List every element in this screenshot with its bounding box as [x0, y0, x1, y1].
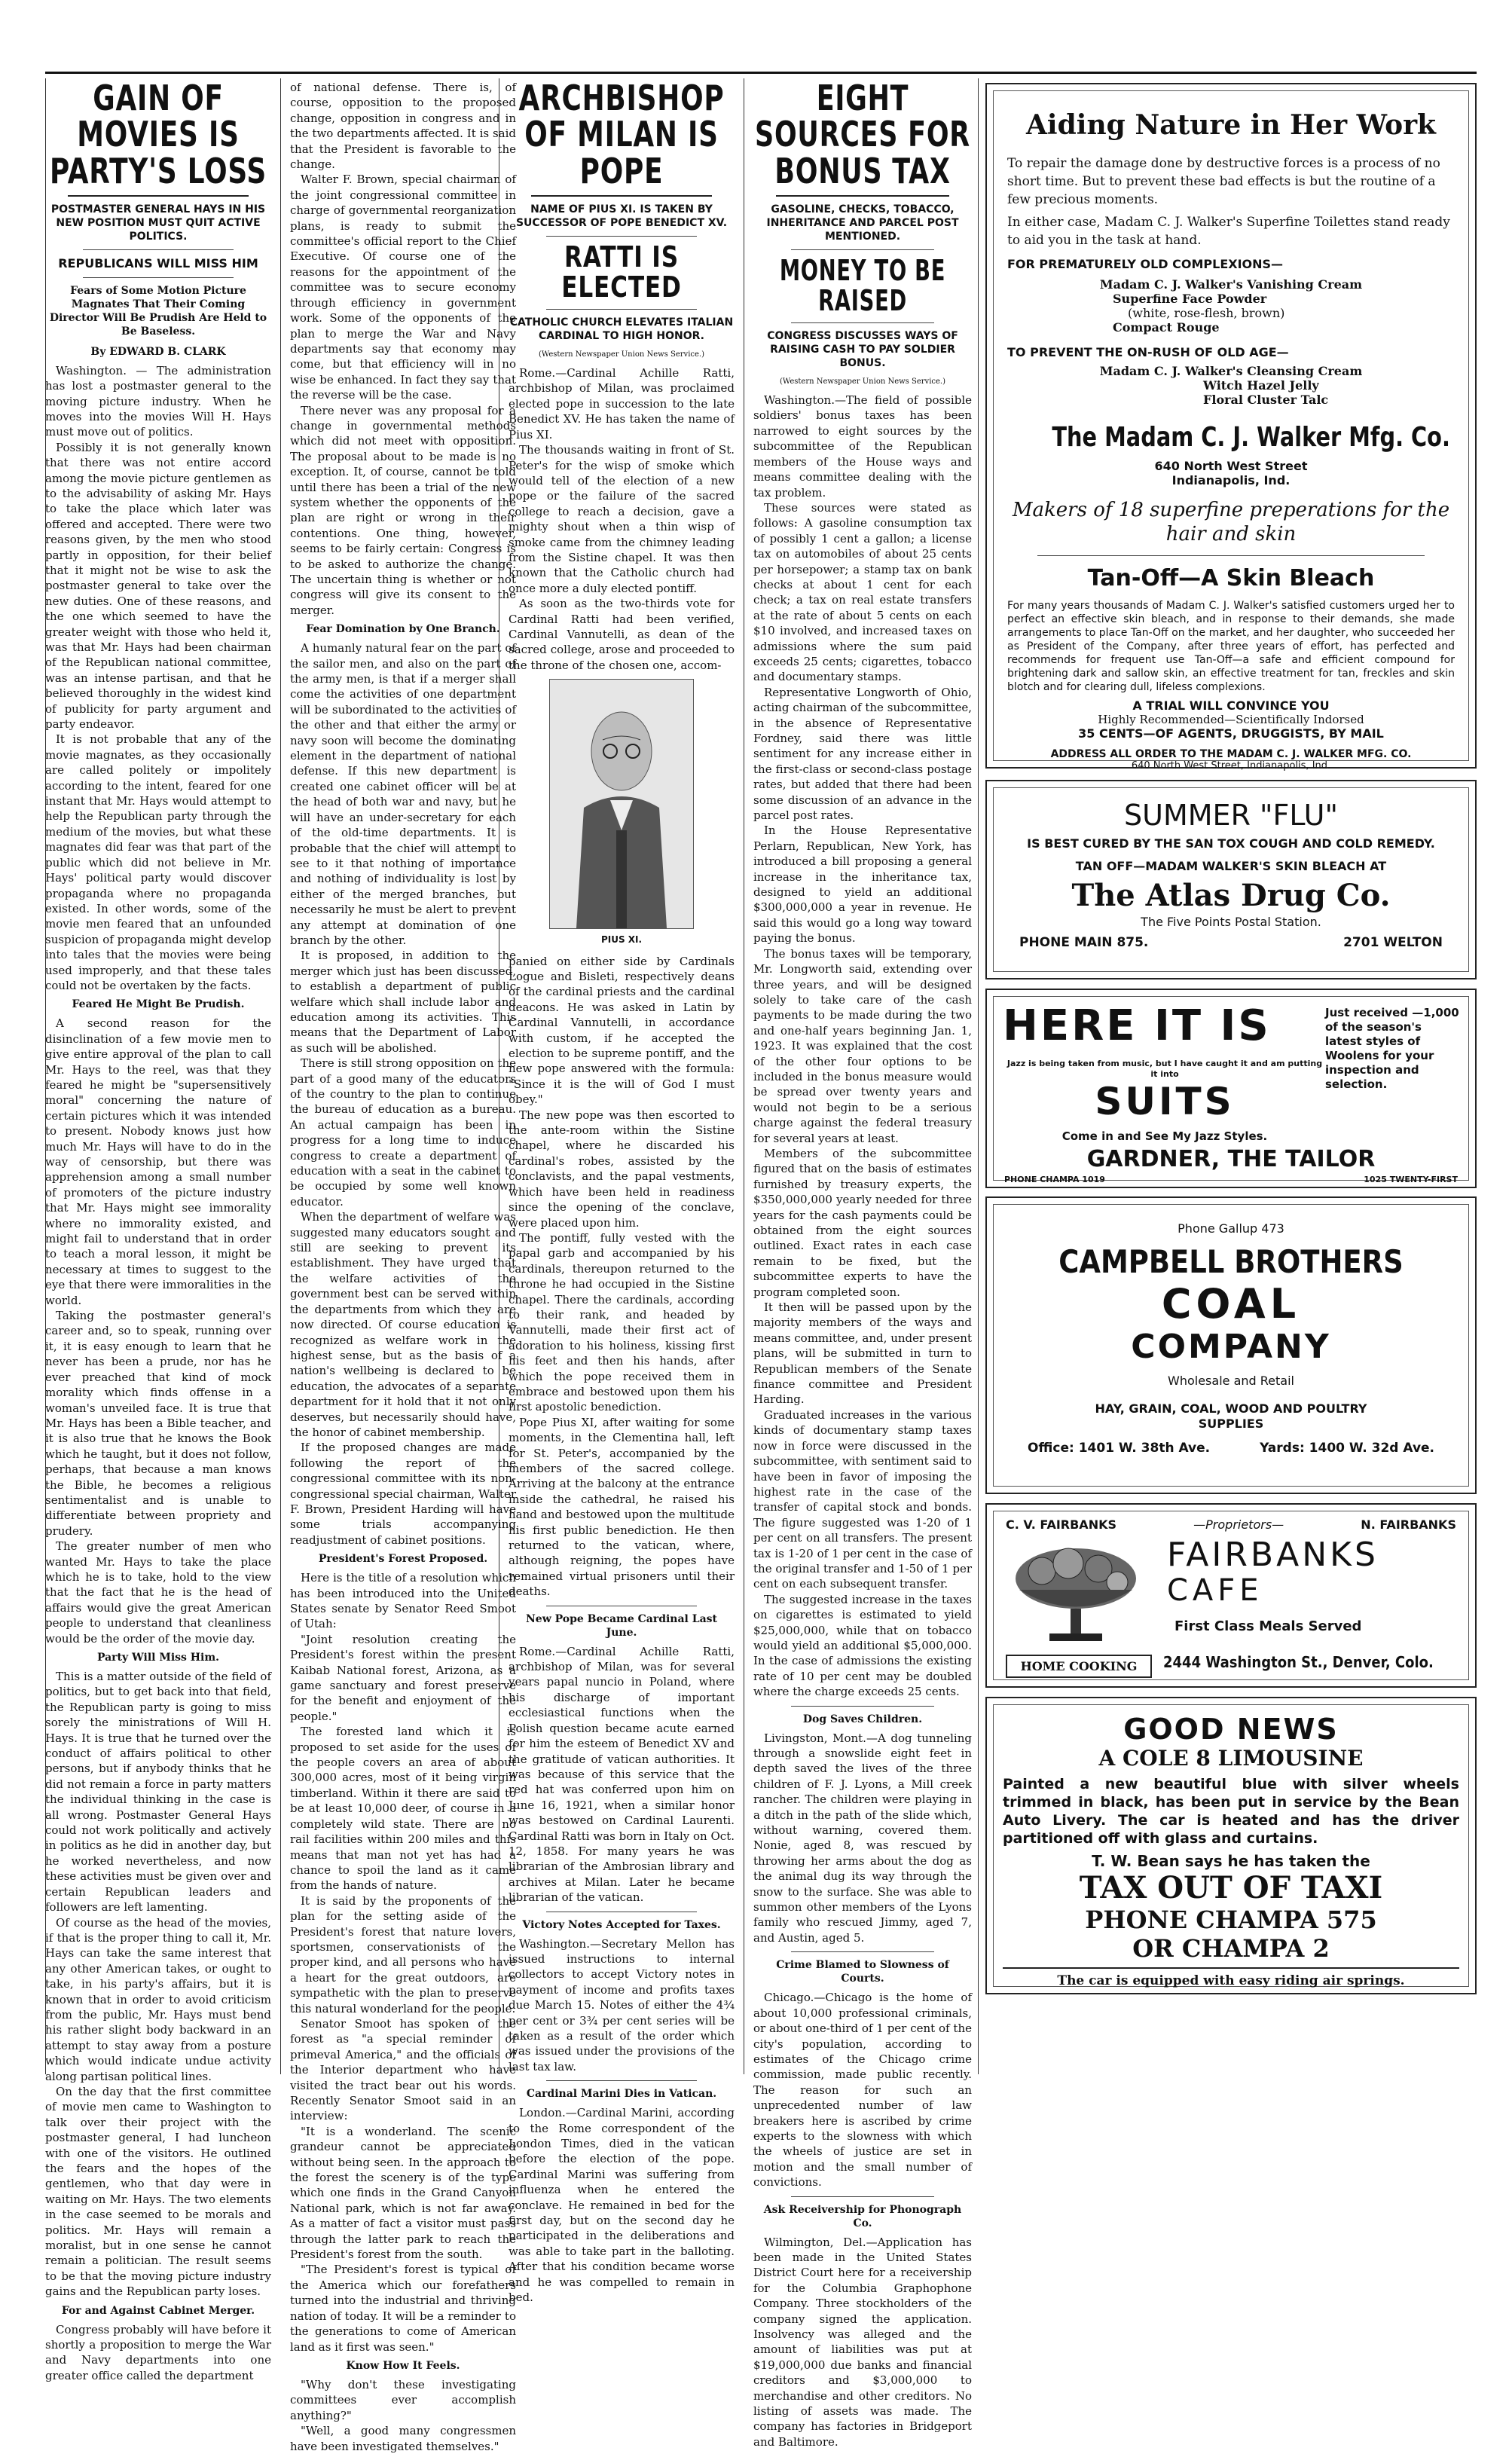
ad-campbell-yards: Yards: 1400 W. 32d Ave. — [1260, 1441, 1435, 1456]
subhead: Cardinal Marini Dies in Vatican. — [526, 2088, 717, 2101]
paragraph: This is a matter outside of the field of politics, but to get back into that field, the Republican party is going to miss sorely the ministrations of Will H. Hays. It is true that he turned over the conduct of affairs political to other persons, but if anybody thinks that he did not remain a force in party matters the individual thinking in the case is all wrong. Postmaster General Hays could not work politically and actively in politics as he did in another day, but he worked nevertheless, and now these activities must be given over and certain Republican leaders and followers are left lamenting. — [45, 1670, 271, 1915]
headline-pope: ARCHBISHOP OF MILAN IS POPE — [518, 78, 725, 191]
ad-walker-tanoff: Tan-Off—A Skin Bleach — [1087, 565, 1375, 591]
paragraph: Members of the subcommittee figured that on the basis of estimates furnished by treasury experts, the $350,000,000 yearly needed for three years for the cash payments could be obtained from the eight sources outlined. Exact rates in each case remain to be fixed, but the subcommittee experts to have the program completed soon. — [753, 1146, 972, 1299]
subhead: Feared He Might Be Prudish. — [72, 998, 245, 1011]
ad-taxi-phone: OR CHAMPA 2 — [1132, 1934, 1330, 1963]
ad-walker-intro: To repair the damage done by destructive forces is a process of no short time. But to prevent these bad effects is but the routine of a few precious moments. — [1007, 156, 1440, 207]
ad-gardner-jazz: Jazz is being taken from music, but I have caught it and am putting it into — [1006, 1059, 1323, 1079]
divider — [776, 195, 949, 197]
subhead: Know How It Feels. — [346, 2359, 460, 2372]
wire-credit: (Western Newspaper Union News Service.) — [539, 350, 704, 359]
paragraph: A humanly natural fear on the part of the sailor men, and also on the part of the army men, is that if a merger shall come the activities of one department will be subordinated to the activities of the other and that either the army or navy soon will become the dominating element in the department of national defense. If this new department is created one cabinet officer will be at the head of both war and navy, but he will have an under-secretary for each of the old-time departments. It is probable that the chief will attempt to see to it that nothing of importance and nothing of individuality is lost by either of the merged branches, but necessarily he must be alert to prevent any attempt at domination of one branch by the other. — [290, 641, 516, 947]
ad-atlas-phone: PHONE MAIN 875. — [1019, 935, 1149, 950]
ad-walker-company: The Madam C. J. Walker Mfg. Co. — [1052, 422, 1450, 453]
column-rule — [45, 78, 46, 2074]
ad-fairbanks-label: —Proprietors— — [1193, 1517, 1284, 1532]
ad-walker-h1: FOR PREMATURELY OLD COMPLEXIONS— — [1007, 257, 1284, 271]
fruit-bowl-illustration — [1004, 1537, 1147, 1650]
ad-gardner-side: Just received —1,000 of the season's latest styles of Woolens for your inspection and selection. — [1325, 1006, 1459, 1091]
ad-walker-line: Madam C. J. Walker's Vanishing Cream — [1099, 277, 1363, 292]
ad-walker-line: Floral Cluster Talc — [1203, 393, 1329, 407]
ad-atlas-footer — [1019, 935, 1443, 950]
ad-walker-line: Compact Rouge — [1113, 320, 1220, 335]
divider — [83, 249, 234, 250]
paragraph: "It is a wonderland. The scenic grandeur cannot be appreciated without being seen. In the approach to the forest the scenery is of the type which one finds in the Grand Canyon National park, which is not far away. As a matter of fact a visitor must pass through the latter park to reach the President's forest from the south. — [290, 2124, 516, 2262]
paragraph: The new pope was then escorted to the ante-room within the Sistine chapel, where he discarded his cardinal's robes, assisted by the conclavists, and the papal vestments, which have been held in readiness since the opening of the conclave, were placed upon him. — [509, 1108, 735, 1230]
subhead: Party Will Miss Him. — [96, 1652, 220, 1664]
paragraph: Washington.—The field of possible soldiers' bonus taxes has been narrowed to eight sources by the subcommittee of the Republican members of the House ways and means committee dealing with the tax problem. — [753, 393, 972, 500]
paragraph: These sources were stated as follows: A gasoline consumption tax of possibly 1 cent a gallon; a license tax on automobiles of about 25 cents per horsepower; a stamp tax on bank checks at about 1 cent for each check; a tax on real estate transfers at the rate of about 5 cents on each $10 involved, and increased taxes on admissions where the sum paid exceeds 25 cents; cigarettes, tobacco and documentary stamps. — [753, 500, 972, 684]
ad-walker-order2: 640 North West Street, Indianapolis, Ind. — [1131, 760, 1331, 772]
column-pope — [509, 78, 735, 2305]
paragraph: "Well, a good many congressmen have been investigated themselves." — [290, 2424, 516, 2453]
paragraph: A second reason for the disinclination of a few movie men to give entire approval of the plan to call Mr. Hays to the reel, was that they feared he might be "supersensitively moral" concerning the nature of certain pictures which it was intended to present. Nobody knows just how much Mr. Hays will have to do in the way of censorship, but there was apprehension among a small number of promoters of the picture industry that Mr. Hays might see immorality where no immorality existed, and might fail to understand that in order to teach a moral lesson, it might be necessary at times to suggest to the eye that there were immoralities in the world. — [45, 1016, 271, 1307]
paragraph: Senator Smoot has spoken of the forest as "a special reminder of primeval America," and the officials of the Interior department who have visited the tract bear out his words. Recently Senator Smoot said in an interview: — [290, 2016, 516, 2123]
divider — [791, 249, 934, 250]
headline-bonus: EIGHT SOURCES FOR BONUS TAX — [755, 78, 970, 191]
ad-gardner-name: GARDNER, THE TAILOR — [1086, 1146, 1376, 1172]
wire-credit: (Western Newspaper Union News Service.) — [780, 377, 945, 386]
subhead: Crime Blamed to Slowness of Courts. — [776, 1959, 949, 1985]
paragraph: It then will be passed upon by the majority members of the ways and means committee, and, under present plans, will be submitted in turn to Republican members of the Senate finance committee and President Harding. — [753, 1300, 972, 1407]
ad-campbell-wholesale: Wholesale and Retail — [1168, 1374, 1294, 1388]
ad-walker-rec: Highly Recommended—Scientifically Indorsed — [1098, 713, 1364, 726]
ad-campbell-office: Office: 1401 W. 38th Ave. — [1027, 1441, 1211, 1456]
ad-walker — [985, 83, 1477, 772]
paragraph: It is not probable that any of the movie magnates, as they occasionally are called politely or impolitely according to the intent, feared for one instant that Mr. Hays would attempt to help the Republican party through the medium of the movies, but what these magnates did fear was that part of the public which did not believe in Mr. Hays' political party would discover propaganda where no propaganda existed. In other words, some of the movie men feared that an unfounded suspicion of propaganda might develop into tales that the movies were being used improperly, and that these tales could not be overtaken by the facts. — [45, 732, 271, 992]
ad-walker-line: (white, rose-flesh, brown) — [1128, 306, 1285, 320]
subdeck-movies: Fears of Some Motion Picture Magnates That Their Coming Director Will Be Prudish Are Held to Be Baseless. — [49, 285, 267, 338]
headline-ratti: RATTI IS ELECTED — [561, 240, 682, 304]
paragraph: Chicago.—Chicago is the home of about 10,000 professional criminals, or about one-third of 1 per cent of the city's population, according to estimates of the Chicago crime commission, made public recently. The reason for such an unprecedented number of law breakers here is ascribed by crime experts to the slowness with which the wheels of justice are set in motion and the small number of convictions. — [753, 1991, 972, 2190]
ad-campbell-footer — [1003, 1441, 1459, 1456]
paragraph: Possibly it is not generally known that there was not entire accord among the movie picture gentlemen as to the advisability of asking Mr. Hays to take the place which later was offered and accepted. There were two reasons given, by the men who stood partly in opposition, for their belief that it might not be wise to ask the postmaster general to take over the new duties. One of these reasons, and the one which seemed to have the greater weight with those who held it, was that Mr. Hays had been chairman of the Republican national committee, was an intense partisan, and that he believed thoroughly in the widest kind of publicity for party argument and party endeavor. — [45, 440, 271, 732]
ad-taxi-title: GOOD NEWS — [1123, 1713, 1339, 1746]
ad-atlas-sub: The Five Points Postal Station. — [1141, 915, 1321, 929]
column-rule — [978, 78, 979, 2074]
paragraph: Here is the title of a resolution which has been introduced into the United States senate by Senator Reed Smoot of Utah: — [290, 1571, 516, 1631]
byline: By EDWARD B. CLARK — [90, 346, 226, 359]
ad-campbell-coal — [985, 1196, 1477, 1494]
paragraph: If the proposed changes are made following the report of the congressional committee with its non-congressional special chairman, Walter F. Brown, President Harding will have some trials accompanying readjustment of cabinet positions. — [290, 1441, 516, 1547]
ad-walker-price: 35 CENTS—OF AGENTS, DRUGGISTS, BY MAIL — [1078, 726, 1384, 741]
ad-gardner-tailor — [985, 989, 1477, 1188]
ad-gardner-address: 1025 TWENTY-FIRST — [1364, 1175, 1458, 1184]
ad-taxi-phone: PHONE CHAMPA 575 — [1085, 1905, 1377, 1934]
ad-fairbanks-home-cooking: HOME COOKING — [1006, 1655, 1152, 1678]
deck-bonus: GASOLINE, CHECKS, TOBACCO, INHERITANCE AND PARCEL POST MENTIONED. — [766, 203, 959, 243]
paragraph: When the department of welfare was suggested many educators sought and still are seeking to prevent its establishment. They have urged that the welfare activities of the government best can be served within the departments from which they are now directed. Of course education is recognized as welfare work in the highest sense, but as the basis of a nation's wellbeing is declared to be education, the advocates of a separate department for it hold that it not only deserves, but necessarily should have, the honor of cabinet membership. — [290, 1210, 516, 1439]
paragraph: On the day that the first committee of movie men came to Washington to talk over their project with the postmaster general, I had luncheon with one of the visitors. He outlined the fears and the hopes of the gentlemen, who that day were in waiting on Mr. Hays. The two elements in the case seemed to be morals and politics. Mr. Hays will remain a moralist, but in one sense he cannot remain a politician. The result seems to be that the moving picture industry gains and the Republican party loses. — [45, 2084, 271, 2299]
divider — [546, 236, 697, 237]
divider — [791, 322, 934, 323]
paragraph: Pope Pius XI, after waiting for some moments, in the Clementina hall, left for St. Peter's, accompanied by the members of the sacred college. Arriving at the balcony at the entrance inside the cathedral, he raised his hand and bestowed upon the multitude his first public benediction. He then returned to the vatican, where, although reigning, the popes have remained virtual prisoners until their deaths. — [509, 1415, 735, 1599]
ad-fairbanks-name2: CAFE — [1167, 1573, 1263, 1608]
ad-gardner-suits: SUITS — [1095, 1080, 1235, 1123]
divider — [546, 2080, 697, 2081]
column-bonus-tax — [753, 78, 972, 2449]
paragraph: Representative Longworth of Ohio, acting chairman of the subcommittee, in the absence of Representative Fordney, said there was little sentiment for any increase either in the first-class or second-class postage rates, but added that there had been some discussion of an advance in the parcel post rates. — [753, 685, 972, 823]
paragraph: "Why don't these investigating committees ever accomplish anything?" — [290, 2377, 516, 2422]
subhead: President's Forest Proposed. — [318, 1553, 488, 1566]
paragraph: Congress probably will have before it shortly a proposition to merge the War and Navy departments into one greater office called the department — [45, 2322, 271, 2382]
paragraph: Rome.—Cardinal Achille Ratti, archbishop of Milan, was for several years papal nuncio in Poland, where his discharge of important ecclesiastical functions when the Polish question became acute earned for him the esteem of Benedict XV and the gratitude of vatican authorities. It was because of this service that the red hat was conferred upon him on June 16, 1921, when a similar honor was bestowed on Cardinal Laurenti. Cardinal Ratti was born in Italy on Oct. 12, 1858. For many years he was librarian of the Ambrosian library and archives at Milan. Later he became librarian of the vatican. — [509, 1644, 735, 1905]
divider — [68, 195, 249, 197]
paragraph: The thousands waiting in front of St. Peter's for the wisp of smoke which would tell of the election of a new pope or the failure of the sacred college to reach a decision, gave a mighty shout when a thin wisp of smoke came from the chimney leading from the Sistine chapel. It was then known that the Catholic church had once more a duly elected pontiff. — [509, 443, 735, 595]
deck-pope: NAME OF PIUS XI. IS TAKEN BY SUCCESSOR OF POPE BENEDICT XV. — [515, 203, 728, 229]
divider — [1003, 1967, 1459, 1969]
ad-fairbanks-inner — [993, 1511, 1469, 1680]
deck-movies: POSTMASTER GENERAL HAYS IN HIS NEW POSITION MUST QUIT ACTIVE POLITICS. — [50, 203, 266, 243]
divider — [791, 2196, 934, 2197]
divider — [546, 309, 697, 310]
paragraph: Graduated increases in the various kinds of documentary stamp taxes now in force were discussed in the subcommittee, with sentiment said to have been in favor of imposing the highest rate in the case of the transfer of capital stock and bonds. The figure suggested was 1-20 of 1 per cent on all transfers. The present tax is 1-20 of 1 per cent in the case of the original transfer and 1-50 of 1 per cent on each subsequent transfer. — [753, 1407, 972, 1591]
deck-money: CONGRESS DISCUSSES WAYS OF RAISING CASH TO PAY SOLDIER BONUS. — [767, 329, 958, 369]
ad-walker-body: For many years thousands of Madam C. J. Walker's satisfied customers urged her to perfect an effective skin bleach, and in response to their demands, she made arrangements to place Tan-Off on the market, and her daughter, who succeeded her as President of the Company, after three years of effort, has perfected and recommends for frequent use Tan-Off—a safe and efficient compound for brightening dark and sallow skin, an effective treatment for tan, freckles and skin blotch and for clearing dull, lifeless complexions. — [1007, 600, 1455, 693]
subhead: Dog Saves Children. — [802, 1713, 923, 1725]
ad-gardner-inner — [993, 996, 1469, 1184]
ad-atlas-line: IS BEST CURED BY THE SAN TOX COUGH AND COLD REMEDY. — [1027, 836, 1435, 851]
subhead: New Pope Became Cardinal Last June. — [525, 1612, 718, 1639]
paragraph: There never was any proposal for a change in governmental methods which did not meet with opposition. The proposal about to be made is no exception. It, of course, cannot be told until there has been a trial of the new system whether the opponents of the plan are right or wrong in their contentions. One thing, however, seems to be fairly certain: Congress is to be asked to authorize the change. The uncertain thing is whether or not congress will give its consent to the merger. — [290, 403, 516, 617]
ad-taxi-footer: The car is equipped with easy riding air springs. — [1057, 1973, 1405, 1988]
ad-taxi-body: Painted a new beautiful blue with silver wheels trimmed in black, has been put in service by the Bean Auto Livery. The car is heated and has the driver partitioned off with glass and curtains. — [1003, 1776, 1459, 1847]
paragraph: Taking the postmaster general's career and, so to speak, running over it, it is easy enough to learn that he never has been a prude, nor has he ever preached that kind of mock morality which finds offense in a woman's unveiled face. It is true that Mr. Hays has been a Bible teacher, and it is also true that he knows the Book which he taught, but it does not follow, perhaps, that because a man knows the Bible, he becomes a religious sentimentalist and is unable to differentiate between propriety and prudery. — [45, 1309, 271, 1538]
paragraph: "Joint resolution creating the President's forest within the present Kaibab National forest, Arizona, as a game sanctuary and forest preserve for the benefit and enjoyment of the people." — [290, 1632, 516, 1723]
ad-campbell-phone: Phone Gallup 473 — [1178, 1221, 1284, 1236]
subhead-republicans: REPUBLICANS WILL MISS HIM — [58, 255, 258, 270]
paragraph: Rome.—Cardinal Achille Ratti, archbishop of Milan, was proclaimed elected pope in succession to the late Benedict XV. He has taken the name of Pius XI. — [509, 366, 735, 442]
paragraph: As soon as the two-thirds vote for Cardinal Ratti had been verified, Cardinal Vannutelli, as dean of the sacred college, arose and proceeded to the throne of the chosen one, accom- — [509, 597, 735, 672]
ad-taxi-taken: T. W. Bean says he has taken the — [1092, 1852, 1370, 1870]
subhead: Ask Receivership for Phonograph Co. — [763, 2203, 962, 2229]
ad-campbell-name2: COAL — [1161, 1280, 1301, 1328]
ad-walker-h2: TO PREVENT THE ON-RUSH OF OLD AGE— — [1007, 345, 1289, 359]
subhead: Victory Notes Accepted for Taxes. — [522, 1918, 721, 1931]
ad-fairbanks-meals: First Class Meals Served — [1174, 1618, 1362, 1634]
deck-ratti: CATHOLIC CHURCH ELEVATES ITALIAN CARDINAL TO HIGH HONOR. — [509, 316, 734, 342]
ad-fairbanks-header — [1003, 1517, 1459, 1532]
ad-walker-trial: A TRIAL WILL CONVINCE YOU — [1132, 698, 1330, 713]
ad-campbell-name1: CAMPBELL BROTHERS — [1058, 1243, 1404, 1280]
subhead: Fear Domination by One Branch. — [306, 623, 500, 636]
paragraph: panied on either side by Cardinals Logue and Bisleti, respectively deans of the cardinal priests and the cardinal deacons. He was asked in Latin by Cardinal Vannutelli, in accordance with custom, if he accepted the election to be supreme pontiff, and the new pope answered with the formula: "Since it is the will of God I must obey." — [509, 954, 735, 1107]
headline-movies: GAIN OF MOVIES IS PARTY'S LOSS — [49, 78, 267, 191]
paragraph: Wilmington, Del.—Application has been made in the United States District Court here for a receivership for the Columbia Graphophone Company. Three stockholders of the company signed the application. Insolvency was alleged and the amount of liabilities was put at $19,000,000 due banks and financial creditors and $3,000,000 to merchandise and other creditors. No listing of assets was made. The company has factories in Bridgeport and Baltimore. — [753, 2235, 972, 2449]
portrait-drawing — [550, 680, 693, 928]
paragraph: Livingston, Mont.—A dog tunneling through a snowslide eight feet in depth saved the lives of the three children of F. J. Lyons, a Mill creek rancher. The children were playing in a ditch in the path of the slide which, without warning, covered them. Nonie, aged 8, was rescued by throwing her arms about the dog as the animal dug its way through the snow to the surface. She was able to summon other members of the Lyons family who rescued Jimmy, aged 7, and Austin, aged 5. — [753, 1731, 972, 1945]
divider — [83, 277, 234, 278]
paragraph: There is still strong opposition on the part of a good many of the educators of the country to the plan to continue the bureau of education as a bureau. An actual campaign has been in progress for a long time to induce congress to create a department of education with a seat in the cabinet to be occupied by some well known educator. — [290, 1056, 516, 1209]
paragraph: Washington. — The administration has lost a postmaster general to the moving picture industry. When he moves into the movies Will H. Hays must move out of politics. — [45, 363, 271, 439]
paragraph: The forested land which it is proposed to set aside for the uses of the people covers an area of about 300,000 acres, most of it being virgin timberland. Within it there are said to be at least 10,000 deer, of course in a completely wild state. There are no rail facilities within 200 miles and this means that man not yet has had a chance to spoil the land as it came from the hands of nature. — [290, 1725, 516, 1893]
ad-walker-address: 640 North West Street — [1154, 459, 1308, 473]
ad-fairbanks-address: 2444 Washington St., Denver, Colo. — [1163, 1653, 1434, 1671]
ad-fairbanks-proprietor: C. V. FAIRBANKS — [1006, 1517, 1116, 1532]
divider — [1037, 555, 1425, 556]
pius-xi-portrait — [549, 679, 694, 929]
ad-campbell-inner — [993, 1204, 1469, 1487]
ad-fairbanks-cafe — [985, 1503, 1477, 1688]
ad-gardner-come: Come in and See My Jazz Styles. — [1061, 1129, 1268, 1143]
ad-walker-line: Witch Hazel Jelly — [1203, 378, 1319, 393]
ad-atlas-name: The Atlas Drug Co. — [1071, 878, 1391, 913]
ad-taxi-big: TAX OUT OF TAXI — [1079, 1870, 1383, 1905]
paragraph: The bonus taxes will be temporary, Mr. Longworth said, extending over three years, and will be designed solely to take care of the cash payments to be made during the two and one-half years beginning Jan. 1, 1923. It was explained that the cost of the other four options to be included in the bonus measure would be spread over twenty years and would not begin to be a serious charge against the federal treasury for several years at least. — [753, 946, 972, 1145]
ad-gardner-title: HERE IT IS — [1003, 1001, 1271, 1050]
headline-money: MONEY TO BE RAISED — [779, 253, 946, 317]
ad-atlas-title: SUMMER "FLU" — [1124, 799, 1338, 832]
ad-campbell-name3: COMPANY — [1131, 1328, 1331, 1366]
column-rule — [280, 78, 281, 2074]
paragraph: "The President's forest is typical of the America which our forefathers turned into the industrial and thriving nation of today. It will be a reminder to the generations to come of American land as it first was seen." — [290, 2263, 516, 2354]
ad-fairbanks-name1: FAIRBANKS — [1167, 1536, 1379, 1574]
paragraph: The greater number of men who wanted Mr. Hays to take the place which he is to take, hold to the view that the fact that he is the head of affairs would give the great American people to understand that cleanliness would be the order of the movie day. — [45, 1539, 271, 1646]
ad-taxi-sub: A COLE 8 LIMOUSINE — [1098, 1746, 1364, 1771]
paragraph: Of course as the head of the movies, if that is the proper thing to call it, Mr. Hays can take the same interest that any other American takes, or ought to take, in his party's affairs, but it is known that in order to avoid criticism from the public, Mr. Hays must bend his rather slight body backward in an attempt to stay away from a posture which would indicate undue activity along partisan political lines. — [45, 1915, 271, 2083]
ad-fairbanks-proprietor: N. FAIRBANKS — [1361, 1517, 1456, 1532]
ad-campbell-goods: HAY, GRAIN, COAL, WOOD AND POULTRY SUPPLIES — [1095, 1401, 1367, 1431]
paragraph: of national defense. There is, of course, opposition to the proposed change, opposition in congress and in the two departments affected. It is said that the President is favorable to the change. — [290, 81, 516, 172]
ad-atlas-inner — [993, 787, 1469, 972]
ad-atlas-drug — [985, 780, 1477, 979]
ad-walker-address: Indianapolis, Ind. — [1171, 473, 1291, 487]
ad-walker-tagline: Makers of 18 superfine preperations for the hair and skin — [1012, 499, 1450, 546]
ad-walker-order: ADDRESS ALL ORDER TO THE MADAM C. J. WALKER MFG. CO. — [1050, 748, 1412, 760]
paragraph: The suggested increase in the taxes on cigarettes is estimated to yield $25,000,000, while that on tobacco would yield an additional $5,000,000. In the case of admissions the existing rate of 10 per cent may be doubled where the charge exceeds 25 cents. — [753, 1592, 972, 1699]
ad-taxi — [985, 1697, 1477, 1994]
paragraph: Washington.—Secretary Mellon has issued instructions to internal collectors to accept Victory notes in payment of income and profits taxes due March 15. Notes of either the 4¾ per cent or 3¾ per cent series will be taken as a result of the order which was issued under the provisions of the last tax law. — [509, 1936, 735, 2074]
column-cabinet — [290, 80, 516, 2453]
ad-taxi-inner — [993, 1704, 1469, 1987]
ad-atlas-line: TAN OFF—MADAM WALKER'S SKIN BLEACH AT — [1075, 859, 1387, 873]
ad-walker-inner — [993, 90, 1469, 772]
ad-walker-intro2: In either case, Madam C. J. Walker's Superfine Toilettes stand ready to aid you in the task at hand. — [1007, 215, 1450, 248]
subhead: For and Against Cabinet Merger. — [61, 2304, 255, 2317]
paragraph: The pontiff, fully vested with the papal garb and accompanied by his cardinals, thereupon returned to the throne he had occupied in the Sistine chapel. There the cardinals, according to their rank, and headed by Vannutelli, made their first act of adoration to his holiness, kissing first his feet and then his hands, after which the pope received them in embrace and bestowed upon them his first apostolic benediction. — [509, 1230, 735, 1414]
divider — [791, 1951, 934, 1952]
ad-atlas-address: 2701 WELTON — [1343, 935, 1443, 950]
ad-walker-title: Aiding Nature in Her Work — [1026, 109, 1436, 141]
paragraph: It is proposed, in addition to the merger which just has been discussed, to establish a department of public welfare which shall include labor and education among its activities. This means that the Department of Labor as such will be abolished. — [290, 949, 516, 1055]
portrait-caption: PIUS XI. — [600, 934, 643, 946]
divider — [791, 1706, 934, 1707]
ad-walker-line: Superfine Face Powder — [1113, 292, 1267, 306]
paragraph: London.—Cardinal Marini, according to the Rome correspondent of the London Times, died in the vatican before the election of the pope. Cardinal Marini was suffering from influenza when he entered the conclave. He remained in bed for the first day, but on the second day he participated in the deliberations and was able to take part in the balloting. After that his condition became worse and he was compelled to remain in bed. — [509, 2106, 735, 2305]
ad-walker-line: Madam C. J. Walker's Cleansing Cream — [1099, 364, 1363, 378]
column-movies — [45, 78, 271, 2382]
paragraph: In the House Representative Perlarn, Republican, New York, has introduced a bill proposing a general increase in the inheritance tax, designed to yield an additional $300,000,000 a year in revenue. He said this would go a long way toward paying the bonus. — [753, 824, 972, 946]
paragraph: Walter F. Brown, special chairman of the joint congressional committee in charge of governmental reorganization plans, is ready to submit the committee's official report to the Chief Executive. Of course one of the reasons for the appointment of the committee was to secure economy through efficiency in government work. Some of the opponents of the plan to merge the War and Navy departments say that economy may come, but that efficiency will in no wise be enhanced. In fact they say that the reverse will be the case. — [290, 173, 516, 402]
divider — [531, 195, 712, 197]
paragraph: It is said by the proponents of the plan for the setting aside of the President's forest that nature lovers, sportsmen, conservationists of the proper kind, and all persons who have a heart for the great outdoors, are sympathetic with the plan to preserve this natural wonderland for the people. — [290, 1893, 516, 2015]
ad-gardner-phone: PHONE CHAMPA 1019 — [1004, 1175, 1105, 1184]
